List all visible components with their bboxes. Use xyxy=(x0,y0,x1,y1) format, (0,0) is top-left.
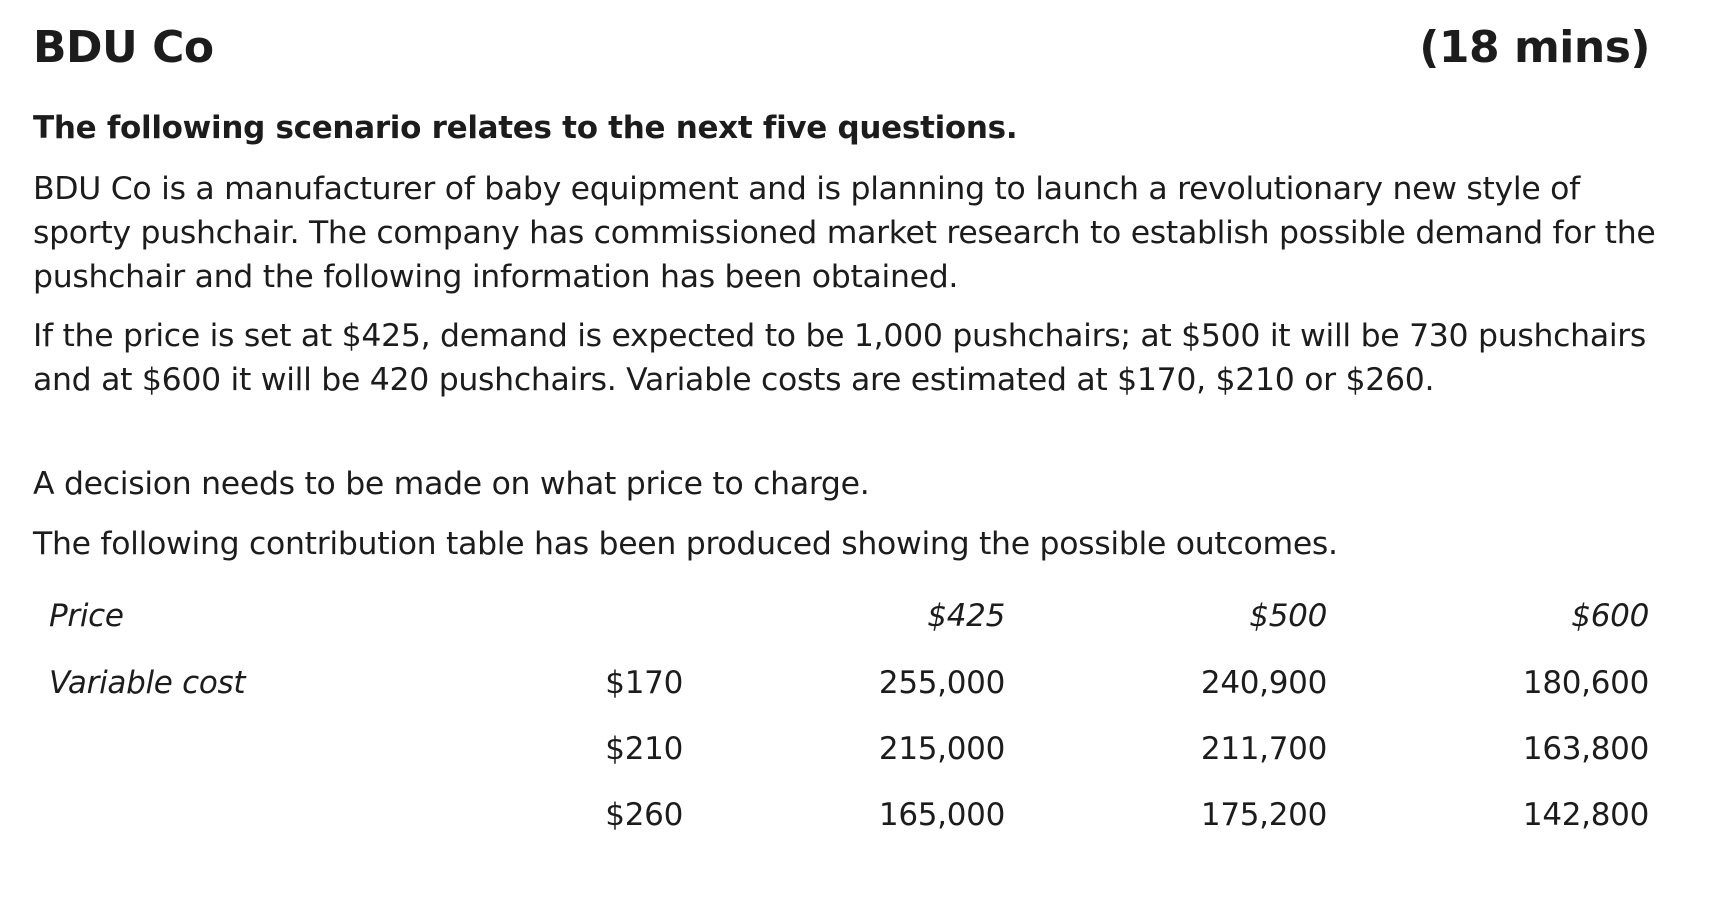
contribution-table xyxy=(33,598,1653,858)
table-cell: 255,000 xyxy=(878,665,1005,701)
document-page xyxy=(33,0,1656,900)
header xyxy=(33,22,1650,82)
table-cell: 175,200 xyxy=(1200,797,1327,833)
table-cell: 163,800 xyxy=(1522,731,1649,767)
variable-cost-2: $210 xyxy=(605,731,683,767)
price-header-3: $600 xyxy=(1571,598,1649,634)
price-label: Price xyxy=(49,598,124,634)
page-title: BDU Co xyxy=(33,22,214,73)
variable-cost-3: $260 xyxy=(605,797,683,833)
table-cell: 240,900 xyxy=(1200,665,1327,701)
table-cell: 211,700 xyxy=(1200,731,1327,767)
paragraph-company: BDU Co is a manufacturer of baby equipment and is planning to launch a revolutionary new style of sporty pushchair. The company has commissioned market research to establish possible demand for the pushchair and the following information has been obtained. xyxy=(33,171,1656,295)
variable-cost-label: Variable cost xyxy=(49,665,246,701)
time-allowance: (18 mins) xyxy=(1419,22,1650,73)
table-cell: 180,600 xyxy=(1522,665,1649,701)
paragraph-decision: A decision needs to be made on what price to charge. xyxy=(33,466,870,502)
price-header-1: $425 xyxy=(927,598,1005,634)
table-cell: 142,800 xyxy=(1522,797,1649,833)
paragraph-table-intro: The following contribution table has been produced showing the possible outcomes. xyxy=(33,526,1338,562)
scenario-intro: The following scenario relates to the next five questions. xyxy=(33,110,1018,146)
paragraph-demand: If the price is set at $425, demand is expected to be 1,000 pushchairs; at $500 it will be 730 pushchairs and at $600 it will be 420 pushchairs. Variable costs are estimated at $170, $210 or $260. xyxy=(33,318,1647,398)
table-cell: 215,000 xyxy=(878,731,1005,767)
table-cell: 165,000 xyxy=(878,797,1005,833)
price-header-2: $500 xyxy=(1249,598,1327,634)
variable-cost-1: $170 xyxy=(605,665,683,701)
